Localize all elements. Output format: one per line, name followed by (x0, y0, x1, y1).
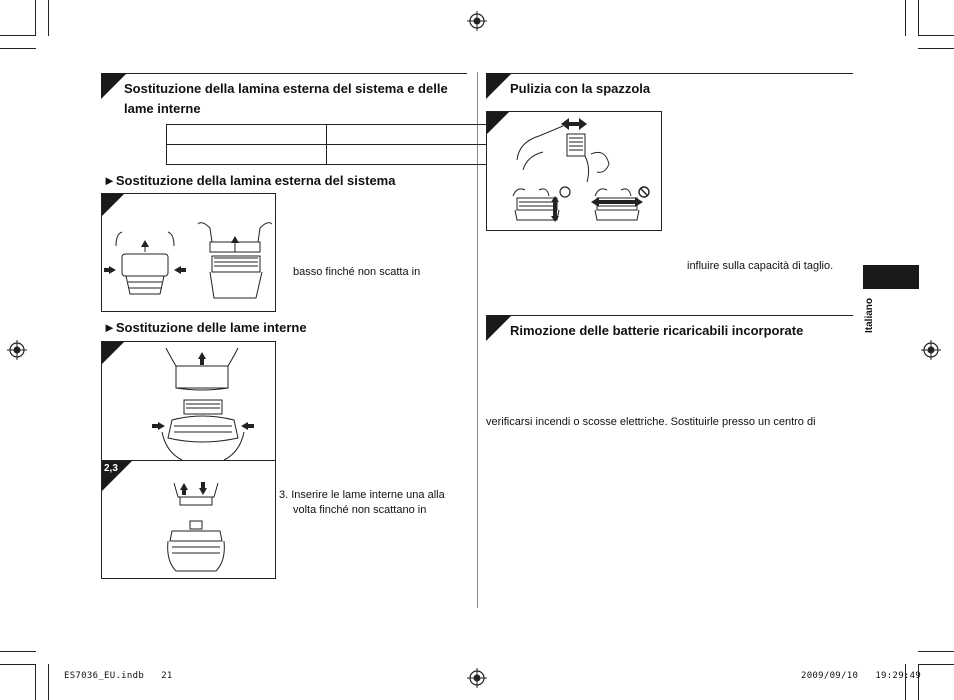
section-title-battery-removal: Rimozione delle batterie ricaricabili incorporate (510, 323, 804, 338)
crop-mark (48, 0, 49, 36)
spec-table (166, 124, 487, 165)
ok-circle-icon (560, 187, 570, 197)
figure-inner-blades-1 (101, 341, 276, 461)
step3-instruction-line2: volta finché non scattano in (293, 504, 427, 516)
crop-mark (35, 664, 36, 700)
illustration-brush (487, 112, 662, 231)
crop-mark (0, 664, 36, 665)
registration-mark (921, 340, 941, 360)
section-title-brush-cleaning: Pulizia con la spazzola (510, 81, 651, 96)
crop-mark (918, 664, 919, 700)
crop-mark (918, 664, 954, 665)
figure-inner-blades-2 (101, 460, 276, 579)
step3-instruction-line1: 3. Inserire le lame interne una alla (279, 489, 445, 501)
battery-warning-text: verificarsi incendi o scosse elettriche. Sostituirle presso un centro di (486, 416, 816, 428)
section-title-replacement: Sostituzione della lamina esterna del sistema e delle lame interne (124, 81, 448, 116)
table-cell (327, 125, 487, 145)
prohibited-icon (639, 187, 649, 197)
footer-file-info: ES7036_EU.indb 21 (64, 671, 173, 681)
outer-foil-instruction: basso finché non scatta in (293, 266, 421, 278)
figure-outer-foil (101, 193, 276, 312)
crop-mark (905, 664, 906, 700)
crop-mark (918, 35, 954, 36)
table-row (167, 145, 487, 165)
crop-mark (0, 35, 36, 36)
crop-mark (905, 0, 906, 36)
registration-mark (467, 11, 487, 31)
section-marker (486, 73, 512, 99)
crop-mark (918, 0, 919, 36)
crop-mark (918, 48, 954, 49)
section-rule (486, 315, 853, 316)
crop-mark (0, 48, 36, 49)
crop-mark (0, 651, 36, 652)
illustration-inner-blade-removal (102, 342, 276, 461)
footer-datetime: 2009/09/10 19:29:49 (801, 671, 922, 681)
table-row (167, 125, 487, 145)
language-tab (863, 265, 919, 289)
subsection-title-outer-foil: ►Sostituzione della lamina esterna del sistema (103, 173, 396, 188)
table-cell (167, 125, 327, 145)
table-cell (167, 145, 327, 165)
illustration-inner-blade-insert (102, 461, 276, 579)
crop-mark (48, 664, 49, 700)
subsection-title-inner-blades: ►Sostituzione delle lame interne (103, 320, 307, 335)
section-rule (101, 73, 467, 74)
section-marker (486, 315, 512, 341)
crop-mark (35, 0, 36, 36)
figure-brush-cleaning (486, 111, 662, 231)
arrow-up-icon (141, 240, 149, 247)
language-label: Italiano (864, 297, 875, 333)
crop-mark (918, 651, 954, 652)
registration-mark (467, 668, 487, 688)
step-label: 2,3 (104, 463, 118, 474)
illustration-foil-removal (102, 194, 276, 312)
section-rule (486, 73, 853, 74)
brush-instruction: influire sulla capacità di taglio. (687, 260, 834, 272)
table-cell (327, 145, 487, 165)
registration-mark (7, 340, 27, 360)
